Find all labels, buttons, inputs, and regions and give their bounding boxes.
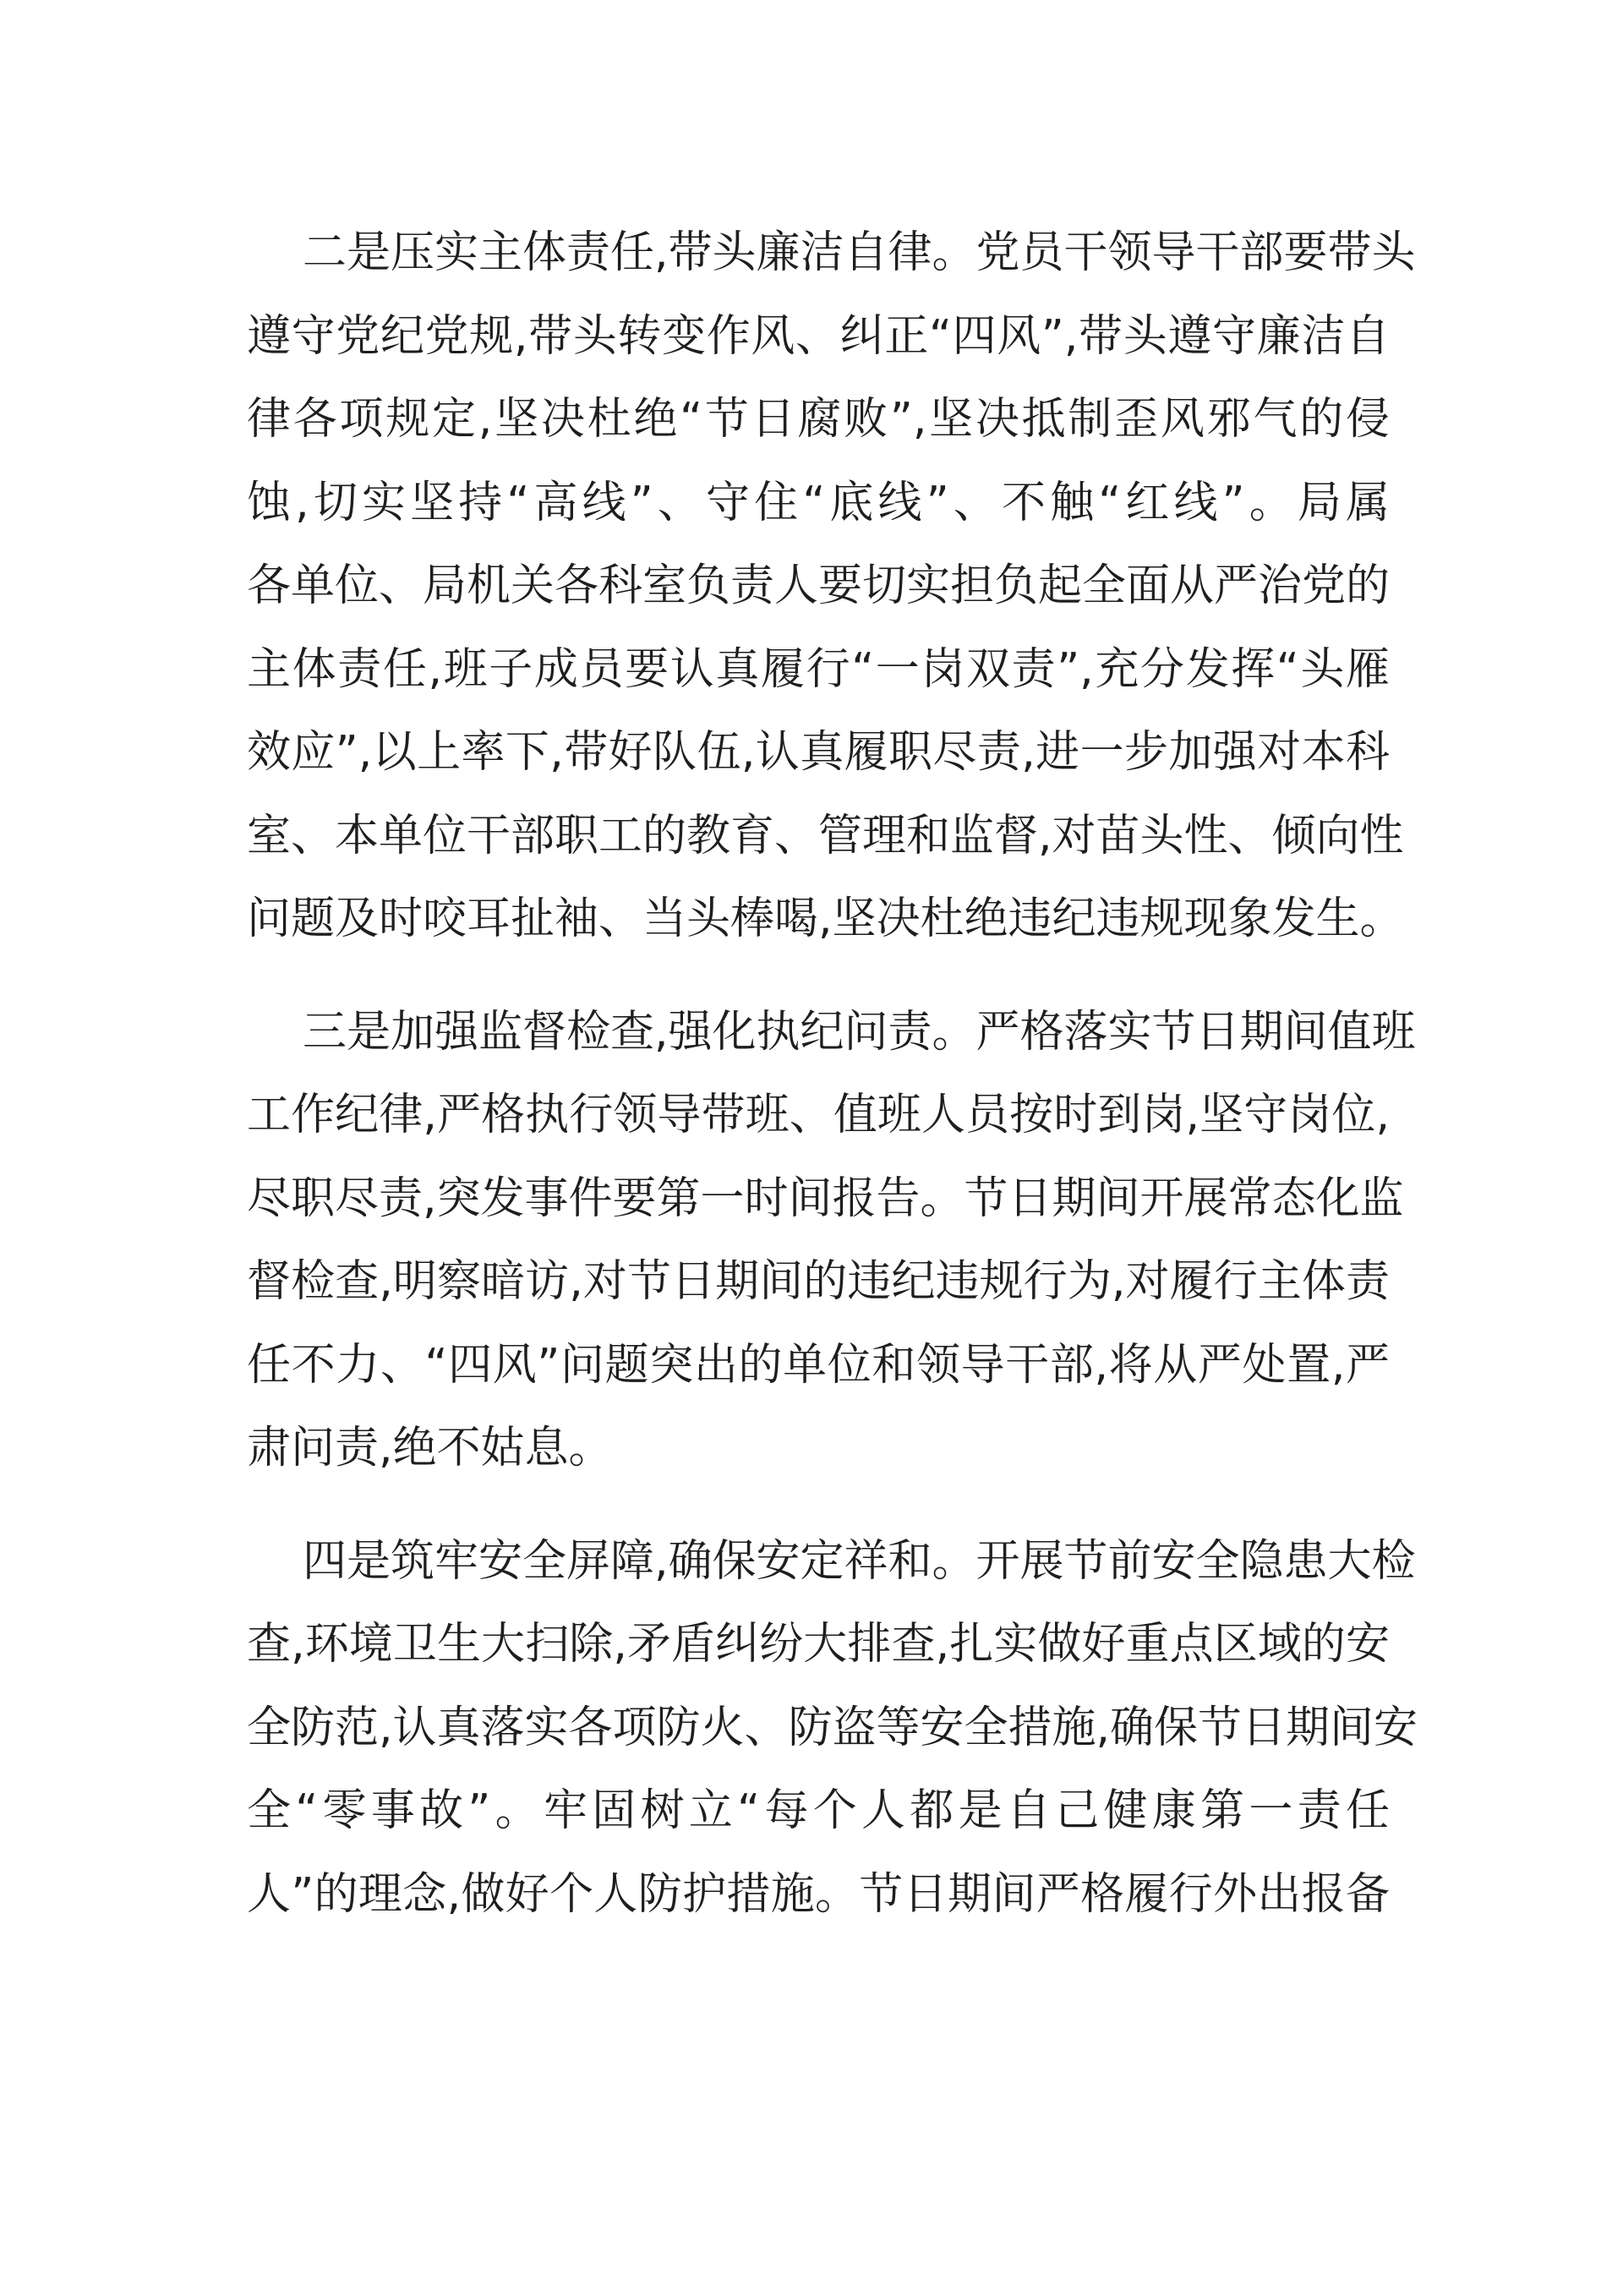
- paragraph-line: 各单位、局机关各科室负责人要切实担负起全面从严治党的: [247, 560, 1391, 611]
- document-body: [247, 211, 1418, 1965]
- paragraph-line: 四是筑牢安全屏障,确保安定祥和。开展节前安全隐患大检: [303, 1535, 1416, 1587]
- paragraph-line: 遵守党纪党规,带头转变作风、纠正“四风”,带头遵守廉洁自: [247, 310, 1390, 362]
- paragraph-line: 主体责任,班子成员要认真履行“一岗双责”,充分发挥“头雁: [247, 643, 1390, 695]
- paragraph-line: 三是加强监督检查,强化执纪问责。严格落实节日期间值班: [303, 1006, 1416, 1058]
- paragraph-line: 问题及时咬耳扯袖、当头棒喝,坚决杜绝违纪违规现象发生。: [247, 894, 1404, 944]
- paragraph-line: 律各项规定,坚决杜绝“节日腐败”,坚决抵制歪风邪气的侵: [247, 394, 1390, 445]
- paragraph-line: 效应”,以上率下,带好队伍,认真履职尽责,进一步加强对本科: [247, 727, 1390, 778]
- paragraph-line: 人”的理念,做好个人防护措施。节日期间严格履行外出报备: [247, 1868, 1390, 1920]
- paragraph-line: 全“零事故”。牢固树立“每个人都是自己健康第一责任: [247, 1785, 1390, 1836]
- paragraph-line: 查,环境卫生大扫除,矛盾纠纷大排查,扎实做好重点区域的安: [247, 1619, 1390, 1670]
- paragraph-line: 二是压实主体责任,带头廉洁自律。党员干领导干部要带头: [303, 227, 1416, 278]
- paragraph-line: 督检查,明察暗访,对节日期间的违纪违规行为,对履行主体责: [247, 1256, 1390, 1307]
- paragraph-safety: [247, 1520, 1418, 1937]
- paragraph-line: 蚀,切实坚持“高线”、守住“底线”、不触“红线”。局属: [247, 477, 1390, 528]
- paragraph-discipline: [247, 211, 1416, 961]
- paragraph-line: 室、本单位干部职工的教育、管理和监督,对苗头性、倾向性: [247, 810, 1404, 861]
- paragraph-line: 尽职尽责,突发事件要第一时间报告。节日期间开展常态化监: [247, 1173, 1404, 1224]
- paragraph-line: 全防范,认真落实各项防火、防盗等安全措施,确保节日期间安: [247, 1702, 1418, 1753]
- paragraph-line: 肃问责,绝不姑息。: [247, 1423, 613, 1473]
- paragraph-supervision: [247, 991, 1416, 1490]
- paragraph-line: 工作纪律,严格执行领导带班、值班人员按时到岗,坚守岗位,: [247, 1090, 1390, 1140]
- paragraph-line: 任不力、“四风”问题突出的单位和领导干部,将从严处置,严: [247, 1339, 1390, 1391]
